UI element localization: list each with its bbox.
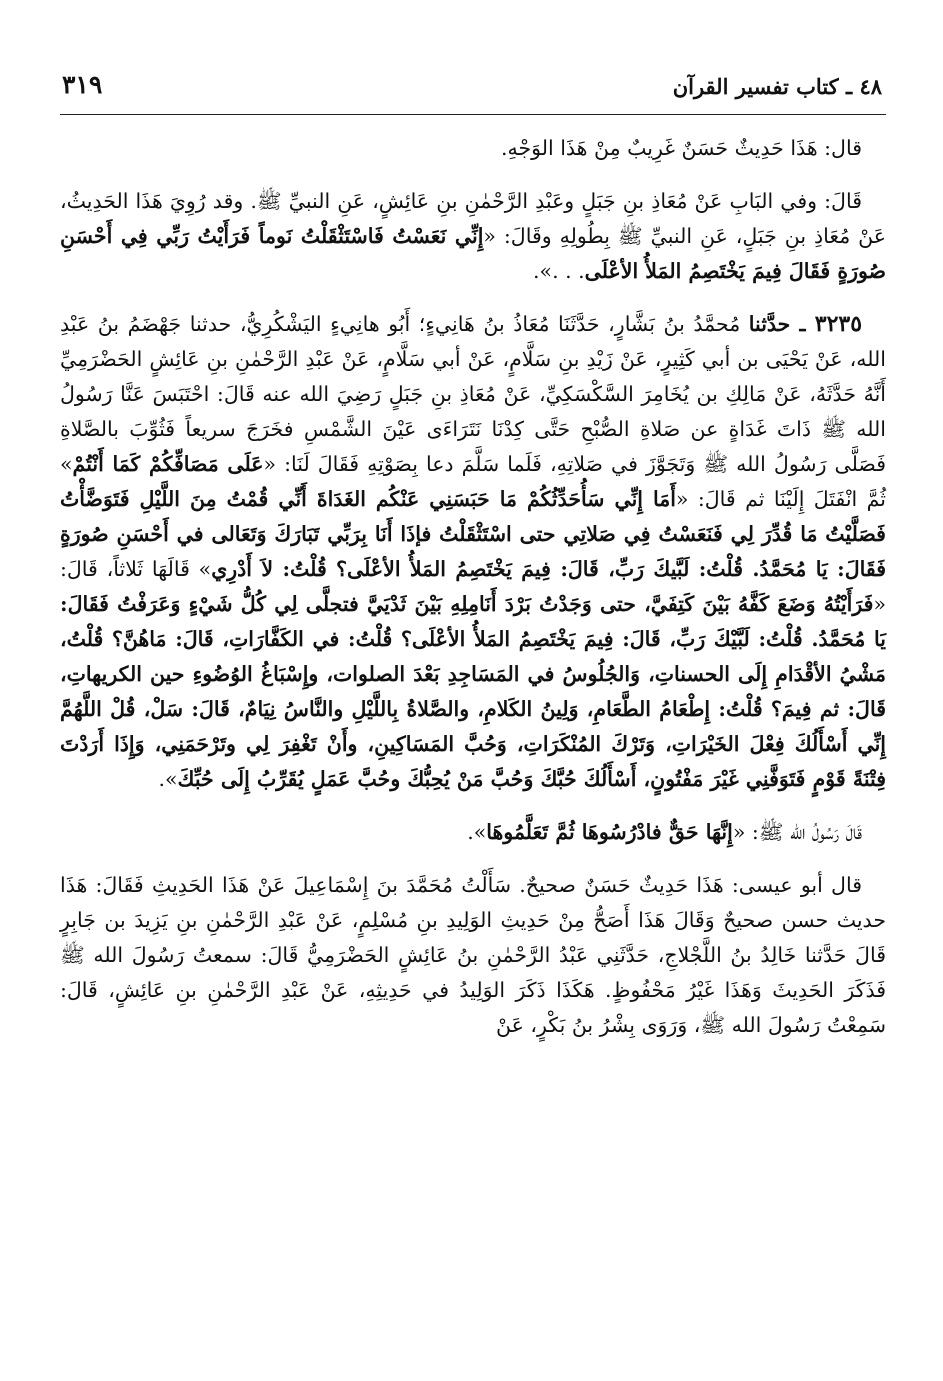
hadith-text-2: » قَالَهَا ثَلاثاً، قَالَ: « — [60, 557, 886, 616]
hadith-quote-1: عَلَى مَصَافِّكُمْ كَمَا أَنْتُمْ — [72, 452, 264, 476]
hadith-3235 — [60, 307, 886, 797]
hadith-quote-2: أَمَا إِنِّي سَأُحَدِّثُكُمْ مَا حَبَسَنِي عَنْكُم الغَدَاةَ أَنِّي قُمْتُ مِنَ اللَّيْلِ فَتَوَضَّأْتُ فَصَلَّيْتُ مَا قُدِّرَ لِي فَنَعَسْتُ فِي صَلاتِي حتى اسْتَثْقَلْتُ فإذَا أَنَا بِرَبِّي تَبَارَكَ وَتَعَالى في أَحْسَنِ صُورَةٍ فَقَالَ: يَا مُحَمَّدُ. قُلْتُ: لَبَّيكَ رَبِّ، قَالَ: فِيمَ يَخْتَصِمُ المَلأُ الأعْلَى؟ قُلْتُ: لاَ أَدْرِي — [60, 487, 886, 581]
chapter-title: ٤٨ ـ كتاب تفسير القرآن — [672, 74, 882, 99]
hadith-number: ٣٢٣٥ — [814, 311, 863, 337]
paragraph-1: قال: هَذَا حَدِيثٌ حَسَنٌ غَرِيبٌ مِنْ هَذَا الوَجْهِ. — [501, 136, 862, 160]
hadith-lead: ـ حدَّثنا — [748, 312, 815, 336]
hadith-text-3: ». — [158, 767, 178, 791]
paragraph-4-quote: إِنَّهَا حَقٌّ فادْرُسُوهَا ثُمَّ تَعَلَّمُوهَا — [486, 820, 733, 844]
paragraph-2 — [60, 184, 886, 289]
paragraph-2-text: قَالَ: وفي البَابِ عَنْ مُعَاذِ بنِ جَبَلٍ وعَبْدِ الرَّحْمٰنِ بنِ عَائِشٍ، عَنِ النبيِّ ﷺ. وقد رُوِيَ هَذَا الحَدِيثُ، عَنْ مُعَاذِ بنِ جَبَلٍ، عَنِ النبيِّ ﷺ بِطُولِهِ وقَالَ: « — [60, 189, 887, 248]
hadith-text-1: » ثُمَّ انْفَتَلَ إِلَيْنَا ثم قَالَ: « — [60, 452, 886, 511]
page-header — [60, 66, 886, 115]
paragraph-4-text: قَالَ رَسُولُ الله ﷺ: « — [732, 820, 862, 844]
page-body — [60, 115, 886, 1043]
paragraph-5: قال أبو عيسى: هَذَا حَدِيثٌ حَسَنٌ صحيحٌ. سَأَلْتُ مُحَمَّدَ بنَ إِسْمَاعِيلَ عَنْ هَذَا الحَدِيثِ فَقَالَ: هَذَا حديث حسن صحيحٌ وَقَالَ هَذَا أَصَحُّ مِنْ حَدِيثِ الوَلِيدِ بنِ مُسْلِمٍ، عَنْ عَبْدِ الرَّحْمٰنِ بنِ يَزِيدَ بن جَابِرٍ قَالَ حَدَّثنا خَالِدُ بنُ اللَّجْلاجِ، حَدَّثَنِي عَبْدُ الرَّحْمٰنِ بنُ عَائِشٍ الحَضْرَمِيُّ قَالَ: سمعتُ رَسُولَ الله ﷺ فَذَكَرَ الحَدِيثَ وَهَذَا غَيْرُ مَحْفُوظٍ. هَكَذَا ذَكَرَ الوَلِيدُ في حَدِيثِهِ، عَنْ عَبْدِ الرَّحْمٰنِ بنِ عَائِشٍ، قَالَ: سَمِعْتُ رَسُولَ الله ﷺ، وَرَوَى بِشْرُ بنُ بَكْرٍ، عَنْ — [60, 873, 886, 1037]
paragraph-4-end: ». — [467, 820, 487, 844]
page-number: ٣١٩ — [62, 70, 103, 99]
hadith-isnad: مُحمَّدُ بنُ بَشَّارٍ، حَدَّثَنَا مُعَاذُ بنُ هَانِيءٍ؛ أَبُو هانِيءٍ اليَشْكُرِيُّ، حدثنا جَهْضَمُ بنُ عَبْدِ الله، عَنْ يَحْيَى بن أبي كَثِيرٍ، عَنْ زَيْدِ بنِ سَلَّامٍ، عَنْ أبي سَلَّامٍ، عَنْ عَبْدِ الرَّحْمٰنِ بنِ عَائِشٍ الحَضْرَمِيِّ أَنَّهُ حَدَّثَهُ، عَنْ مَالِكِ بن يُخَامِرَ السَّكْسَكِيِّ، عَنْ مُعَاذِ بنِ جَبَلٍ رَضِيَ الله عنه قَالَ: احْتَبَسَ عَنَّا رَسُولُ الله ﷺ ذَاتَ غَدَاةٍ عن صَلاةِ الصُّبْحِ حَتَّى كِدْنَا نَتَرَاءَى عَيْنَ الشَّمْسِ فخَرَجَ سريعاً فَثُوِّبَ بالصَّلاةِ فَصَلَّى رَسُولُ الله ﷺ وَتَجَوَّزَ في صَلاتِهِ، فَلَما سَلَّمَ دعا بِصَوْتِهِ فَقَالَ لَنَا: « — [60, 312, 886, 476]
hadith-quote-3: فَرَأَيْتُهُ وَضَعَ كَفَّهُ بَيْنَ كَتِفَيَّ، حتى وَجَدْتُ بَرْدَ أَنَامِلِهِ بَيْنَ ثَدْيَيَّ فتجلَّى لِي كُلُّ شَيْءٍ وَعَرَفْتُ فَقَالَ: يَا مُحَمَّدُ. قُلْتُ: لَبَّيْكَ رَبِّ، قَالَ: فِيمَ يَخْتَصِمُ المَلأُ الأعْلَى؟ قُلْتُ: في الكَفَّارَاتِ، قَالَ: مَاهُنَّ؟ قُلْتُ، مَشْيُ الأقْدَامِ إِلَى الحسناتِ، وَالجُلُوسُ في المَسَاجِدِ بَعْدَ الصلوات، وإِسْبَاغُ الوُضُوءِ حين الكريهاتِ، قَالَ: ثم فِيمَ؟ قُلْتُ: إِطْعَامُ الطَّعَامِ، وَلِينُ الكَلامِ، والصَّلاةُ بِاللَّيْلِ والنَّاسُ نِيَامٌ، قَالَ: سَلْ، قُلْ اللَّهُمَّ إِنِّي أَسْأَلُكَ فِعْلَ الخَيْرَاتِ، وَتَرْكَ المُنْكَرَاتِ، وَحُبَّ المَسَاكِينِ، وأَنْ تَغْفِرَ لِي وتَرْحَمَنِي، وَإِذَا أَرَدْتَ فِتْنَةً قَوْمٍ فَتَوَفَّنِي غَيْرَ مَفْتُونٍ، أَسْأَلُكَ حُبَّكَ وَحُبَّ مَنْ يُحِبُّكَ وحُبَّ عَمَلٍ يُقَرِّبُ إِلَى حُبِّكَ — [60, 592, 886, 791]
paragraph-2-hadith-quote: إِنِّي نَعَسْتُ فَاسْتَثْقَلْتُ نَوماً فَرَأَيْتُ رَبِّي فِي أَحْسَنِ صُورَةٍ فَقَالَ فِيمَ يَخْتَصِمُ المَلأُ الأعْلَى — [60, 224, 886, 283]
book-page — [60, 66, 886, 1061]
paragraph-4 — [60, 815, 886, 850]
paragraph-2-end: . . .». — [533, 259, 585, 283]
